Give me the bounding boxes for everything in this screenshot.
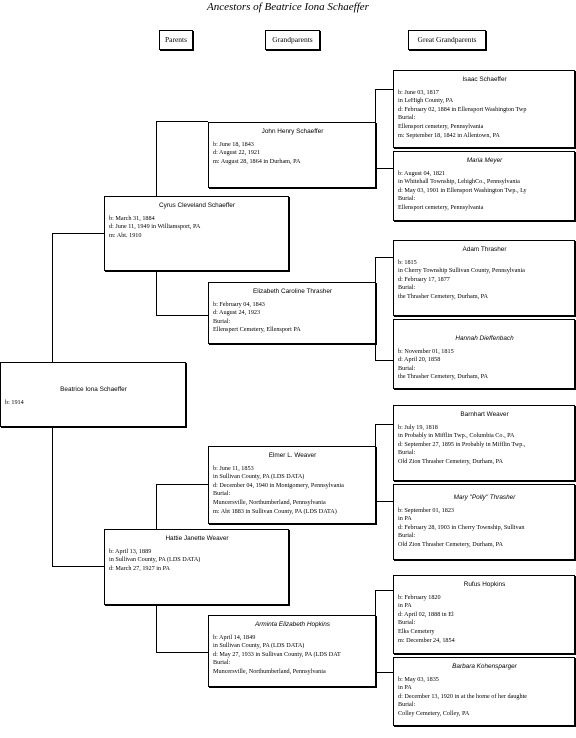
person-detail: in PA bbox=[398, 602, 412, 610]
person-detail: b: March 31, 1884 bbox=[109, 214, 155, 222]
person-detail: Burial: bbox=[213, 490, 231, 498]
person-name: Rufus Hopkins bbox=[463, 581, 506, 588]
person-detail: the Thrasher Cemetery, Durham, PA bbox=[398, 292, 488, 300]
person-detail: in Sullivan County, PA (LDS DATA) bbox=[213, 473, 305, 481]
person-box-mother[interactable] bbox=[104, 529, 289, 605]
person-detail: b: April 13, 1889 bbox=[109, 547, 152, 555]
person-detail: b: September 01, 1823 bbox=[398, 506, 455, 514]
person-box-great-grandparent-1[interactable] bbox=[393, 70, 575, 148]
person-detail: Burial: bbox=[398, 449, 416, 457]
connector-mother-grandmother bbox=[157, 605, 209, 653]
person-detail: in PA bbox=[398, 684, 412, 692]
person-detail: Old Zion Thrasher Cemetery, Durham, PA bbox=[398, 540, 503, 548]
connector-self-mother bbox=[53, 427, 105, 567]
person-detail: d: August 24, 1923 bbox=[213, 309, 261, 317]
connector-mother-grandfather bbox=[157, 485, 209, 530]
connector-father-grandfather bbox=[157, 122, 209, 197]
person-detail: d: March 27, 1927 in PA bbox=[109, 564, 170, 572]
person-name: Hattie Janette Weaver bbox=[165, 535, 229, 542]
person-name: Mary "Polly" Thrasher bbox=[453, 494, 516, 501]
person-box-great-grandparent-5[interactable] bbox=[393, 405, 575, 481]
person-name: John Henry Schaeffer bbox=[261, 128, 324, 135]
person-detail: in Sullivan County, PA (LDS DATA) bbox=[109, 556, 201, 564]
person-detail: in LeHigh County, PA bbox=[398, 97, 454, 105]
person-detail: b: 1815 bbox=[398, 258, 417, 266]
connector-great-group-1 bbox=[376, 90, 394, 169]
person-detail: in Probably in Mifflin Twp., Columbia Co., PA bbox=[398, 432, 515, 440]
person-box-maternal-grandfather[interactable] bbox=[208, 446, 376, 524]
person-detail: b: August 04, 1821 bbox=[398, 169, 446, 177]
person-detail: b: April 14, 1849 bbox=[213, 633, 256, 641]
person-detail: d: May 03, 1901 in Ellensport Washington Twp., Ly bbox=[398, 186, 527, 194]
person-detail: b: July 19, 1818 bbox=[398, 423, 438, 431]
person-detail: m: Abt 1883 in Sullivan County, PA (LDS DATA) bbox=[213, 507, 337, 515]
person-detail: the Thrasher Cemetery, Durham, PA bbox=[398, 373, 488, 381]
person-box-great-grandparent-4[interactable] bbox=[393, 319, 575, 389]
person-box-great-grandparent-6[interactable] bbox=[393, 484, 575, 560]
person-detail: d: June 11, 1949 in Williamsport, PA bbox=[109, 223, 201, 231]
person-detail: Burial: bbox=[398, 619, 416, 627]
person-name: Arminta Elizabeth Hopkins bbox=[255, 621, 330, 628]
person-detail: d: April 20, 1858 bbox=[398, 356, 441, 364]
person-name: Isaac Schaeffer bbox=[462, 76, 507, 83]
person-detail: Muncersville, Northumberland, Pennsylvania bbox=[213, 498, 326, 506]
person-detail: d: February 17, 1877 bbox=[398, 275, 450, 283]
person-detail: Elks Cemetery bbox=[398, 627, 435, 635]
header-parents: Parents bbox=[159, 30, 193, 50]
header-great-grandparents: Great Grandparents bbox=[408, 30, 486, 50]
person-name: Elmer L. Weaver bbox=[268, 452, 317, 459]
person-detail: in Cherry Township Sullivan County, Pennsylvania bbox=[398, 267, 525, 275]
connector-great-group-4 bbox=[376, 591, 394, 673]
person-detail: Burial: bbox=[398, 195, 416, 203]
person-detail: Old Zion Thrasher Cemetery, Durham, PA bbox=[398, 457, 503, 465]
connector-great-group-2 bbox=[376, 258, 394, 361]
person-detail: Burial: bbox=[213, 317, 231, 325]
person-name: Barbara Kohensparger bbox=[452, 663, 517, 670]
person-detail: m: August 28, 1864 in Durham, PA bbox=[213, 157, 301, 165]
person-box-father[interactable] bbox=[104, 196, 289, 271]
person-box-paternal-grandfather[interactable] bbox=[208, 122, 376, 188]
person-detail: Burial: bbox=[213, 659, 231, 667]
person-box-great-grandparent-7[interactable] bbox=[393, 575, 575, 654]
person-detail: d: April 02, 1888 in El bbox=[398, 610, 454, 618]
person-detail: Colley Cemetery, Colley, PA bbox=[398, 709, 470, 717]
connector-self-father bbox=[53, 234, 105, 363]
person-detail: b: February 04, 1843 bbox=[213, 300, 265, 308]
person-detail: in Sullivan County, PA (LDS DATA) bbox=[213, 642, 305, 650]
person-box-great-grandparent-3[interactable] bbox=[393, 240, 575, 316]
person-name: Barnhart Weaver bbox=[460, 411, 509, 418]
person-detail: Ellensport cemetery, Pennsylvania bbox=[398, 203, 484, 211]
person-box-great-grandparent-8[interactable] bbox=[393, 657, 575, 726]
person-detail: b: June 18, 1843 bbox=[213, 140, 254, 148]
person-detail: b: June 11, 1853 bbox=[213, 464, 254, 472]
person-box-self[interactable] bbox=[0, 362, 186, 427]
person-detail: d: February 02, 1884 in Ellensport Washington Twp bbox=[398, 105, 527, 113]
person-detail: m: September 18, 1842 in Allentown, PA bbox=[398, 131, 500, 139]
person-name: Adam Thrasher bbox=[462, 246, 507, 253]
connector-great-group-3 bbox=[376, 425, 394, 525]
person-detail: d: August 22, 1921 bbox=[213, 149, 261, 157]
person-box-great-grandparent-2[interactable] bbox=[393, 151, 575, 221]
person-detail: Muncersville, Northumberland, Pennsylvania bbox=[213, 667, 326, 675]
person-detail: d: May 27, 1933 in Sullivan County, PA (LDS DAT bbox=[213, 650, 341, 658]
person-name: Hannah Dieffenbach bbox=[455, 335, 514, 342]
connector-father-grandmother bbox=[157, 271, 209, 316]
header-grandparents: Grandparents bbox=[265, 30, 320, 50]
person-detail: m: Abt. 1910 bbox=[109, 231, 142, 239]
person-detail: b: June 03, 1817 bbox=[398, 88, 439, 96]
person-detail: Burial: bbox=[398, 532, 416, 540]
person-name: Maria Meyer bbox=[466, 157, 503, 164]
chart-title: Ancestors of Beatrice Iona Schaeffer bbox=[207, 1, 369, 13]
person-detail: m: December 24, 1854 bbox=[398, 636, 455, 644]
person-detail: Burial: bbox=[398, 114, 416, 122]
person-detail: Ellenspert Cemetery, Ellensport PA bbox=[213, 326, 301, 334]
person-detail: d: February 28, 1903 in Cherry Township, Sullivan bbox=[398, 523, 525, 531]
person-name: Beatrice Iona Schaeffer bbox=[60, 386, 127, 393]
person-detail: b: November 01, 1815 bbox=[398, 347, 454, 355]
person-detail: b: February 1820 bbox=[398, 593, 441, 601]
person-detail: b: May 03, 1835 bbox=[398, 675, 439, 683]
person-detail: b: 1914 bbox=[5, 398, 24, 406]
person-box-paternal-grandmother[interactable] bbox=[208, 282, 376, 344]
person-detail: d: September 27, 1895 in Probably in Mifflin Twp., bbox=[398, 440, 526, 448]
person-detail: Burial: bbox=[398, 701, 416, 709]
person-detail: Burial: bbox=[398, 284, 416, 292]
person-name: Cyrus Cleveland Schaeffer bbox=[159, 202, 235, 209]
person-detail: d: December 13, 1920 in at the home of her daughte bbox=[398, 692, 528, 700]
person-box-maternal-grandmother[interactable] bbox=[208, 615, 376, 687]
person-detail: d: December 04, 1940 in Montgomery, Pennsylvania bbox=[213, 481, 344, 489]
person-name: Elizabeth Caroline Thrasher bbox=[252, 288, 333, 295]
person-detail: Ellensport cemetery, Pennsylvania bbox=[398, 122, 484, 130]
person-detail: in PA bbox=[398, 515, 412, 523]
person-detail: Burial: bbox=[398, 364, 416, 372]
person-detail: in Whitehall Township, LehighCo., Pennsylvania bbox=[398, 178, 520, 186]
